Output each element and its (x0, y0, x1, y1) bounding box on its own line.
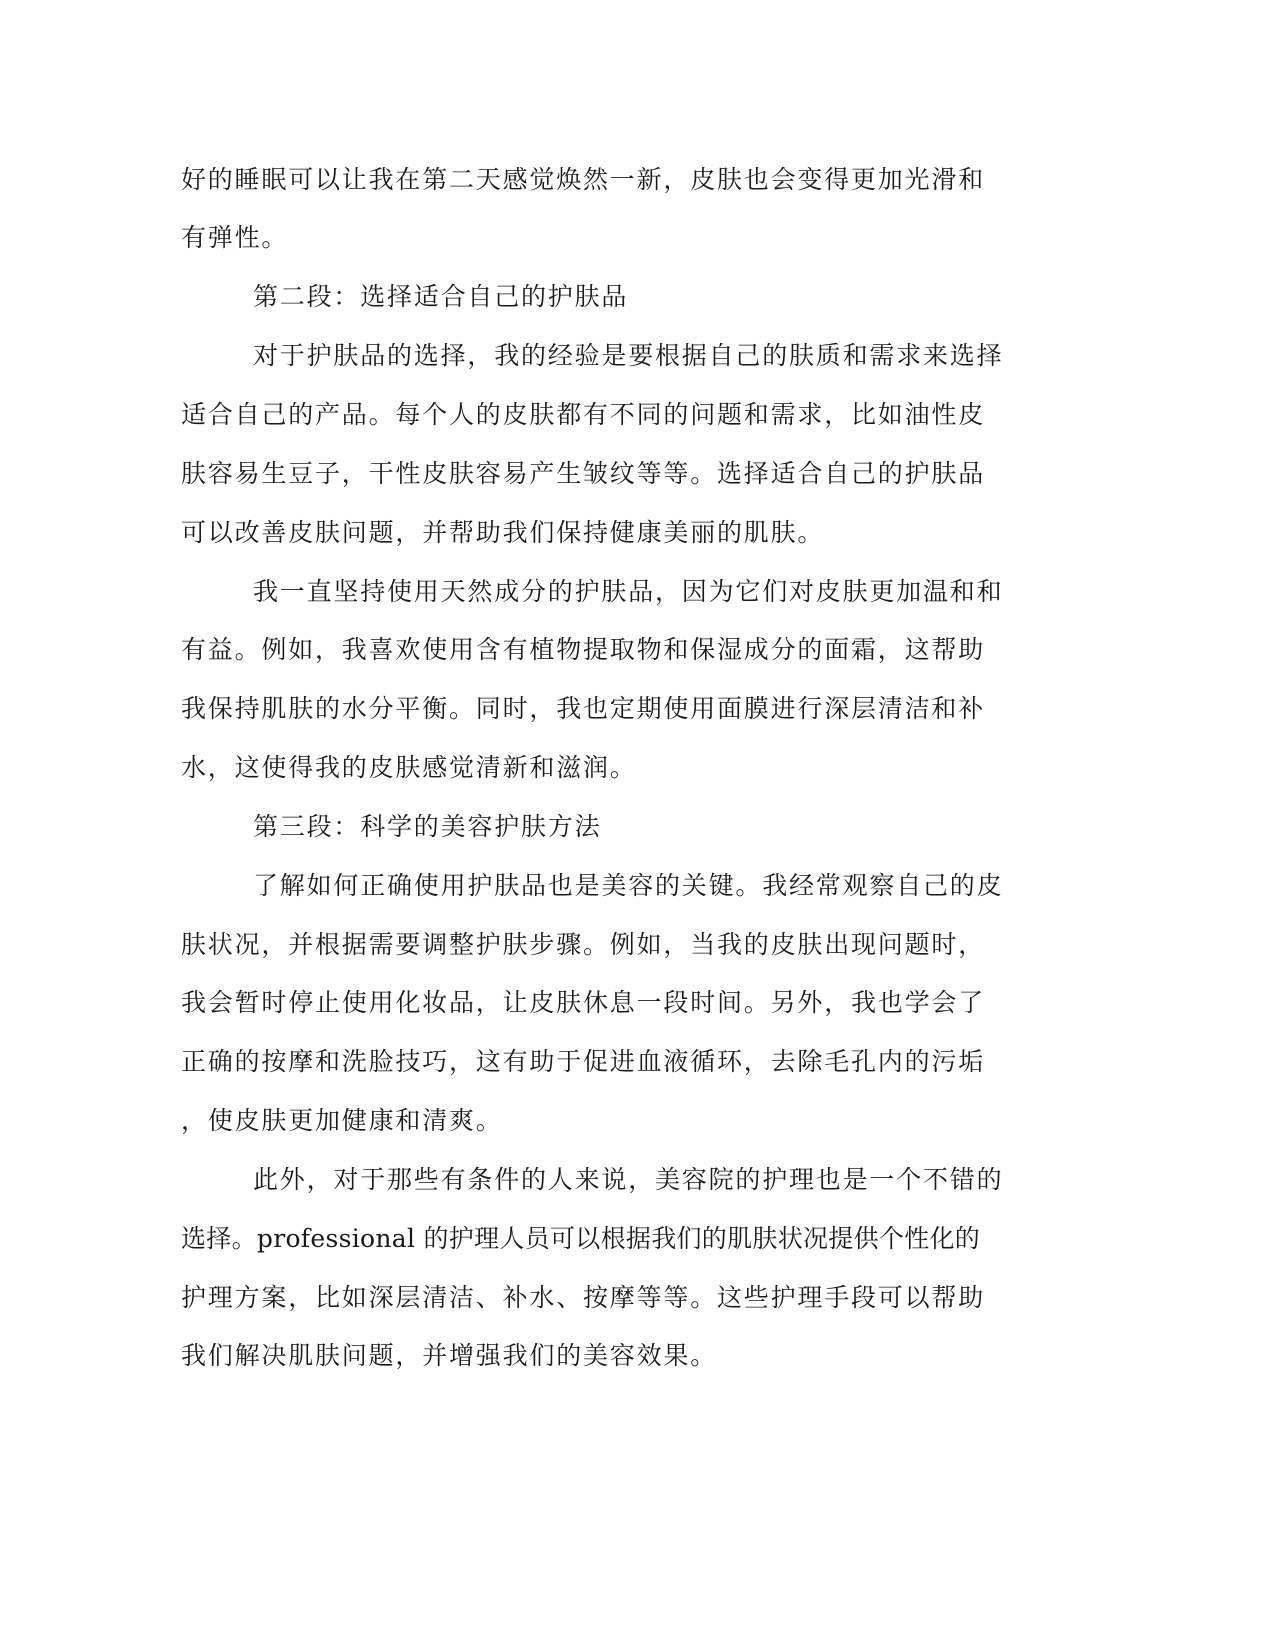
paragraph-line: 此外，对于那些有条件的人来说，美容院的护理也是一个不错的 (253, 1165, 1004, 1194)
paragraph-line: 肤容易生豆子，干性皮肤容易产生皱纹等等。选择适合自己的护肤品 (181, 459, 986, 488)
paragraph-line: 可以改善皮肤问题，并帮助我们保持健康美丽的肌肤。 (181, 518, 825, 547)
paragraph-line: ，使皮肤更加健康和清爽。 (181, 1106, 503, 1135)
paragraph-line: 有弹性。 (181, 223, 289, 252)
section-heading-3: 第三段：科学的美容护肤方法 (253, 812, 602, 841)
paragraph-line: 水，这使得我的皮肤感觉清新和滋润。 (181, 753, 637, 782)
paragraph-line: 选择。professional 的护理人员可以根据我们的肌肤状况提供个性化的 (181, 1224, 981, 1253)
section-heading-2: 第二段：选择适合自己的护肤品 (253, 282, 629, 311)
paragraph-line: 对于护肤品的选择，我的经验是要根据自己的肤质和需求来选择 (253, 341, 1004, 370)
paragraph-line: 了解如何正确使用护肤品也是美容的关键。我经常观察自己的皮 (253, 871, 1004, 900)
paragraph-line: 有益。例如，我喜欢使用含有植物提取物和保湿成分的面霜，这帮助 (181, 635, 986, 664)
paragraph-line: 我保持肌肤的水分平衡。同时，我也定期使用面膜进行深层清洁和补 (181, 694, 986, 723)
paragraph-line: 肤状况，并根据需要调整护肤步骤。例如，当我的皮肤出现问题时， (181, 930, 986, 959)
paragraph-line: 护理方案，比如深层清洁、补水、按摩等等。这些护理手段可以帮助 (181, 1283, 986, 1312)
paragraph-line: 我们解决肌肤问题，并增强我们的美容效果。 (181, 1341, 718, 1370)
paragraph-line: 我会暂时停止使用化妆品，让皮肤休息一段时间。另外，我也学会了 (181, 988, 986, 1017)
paragraph-line: 我一直坚持使用天然成分的护肤品，因为它们对皮肤更加温和和 (253, 577, 1004, 606)
paragraph-line: 正确的按摩和洗脸技巧，这有助于促进血液循环，去除毛孔内的污垢 (181, 1047, 986, 1076)
paragraph-line: 好的睡眠可以让我在第二天感觉焕然一新，皮肤也会变得更加光滑和 (181, 165, 986, 194)
paragraph-line: 适合自己的产品。每个人的皮肤都有不同的问题和需求，比如油性皮 (181, 400, 986, 429)
